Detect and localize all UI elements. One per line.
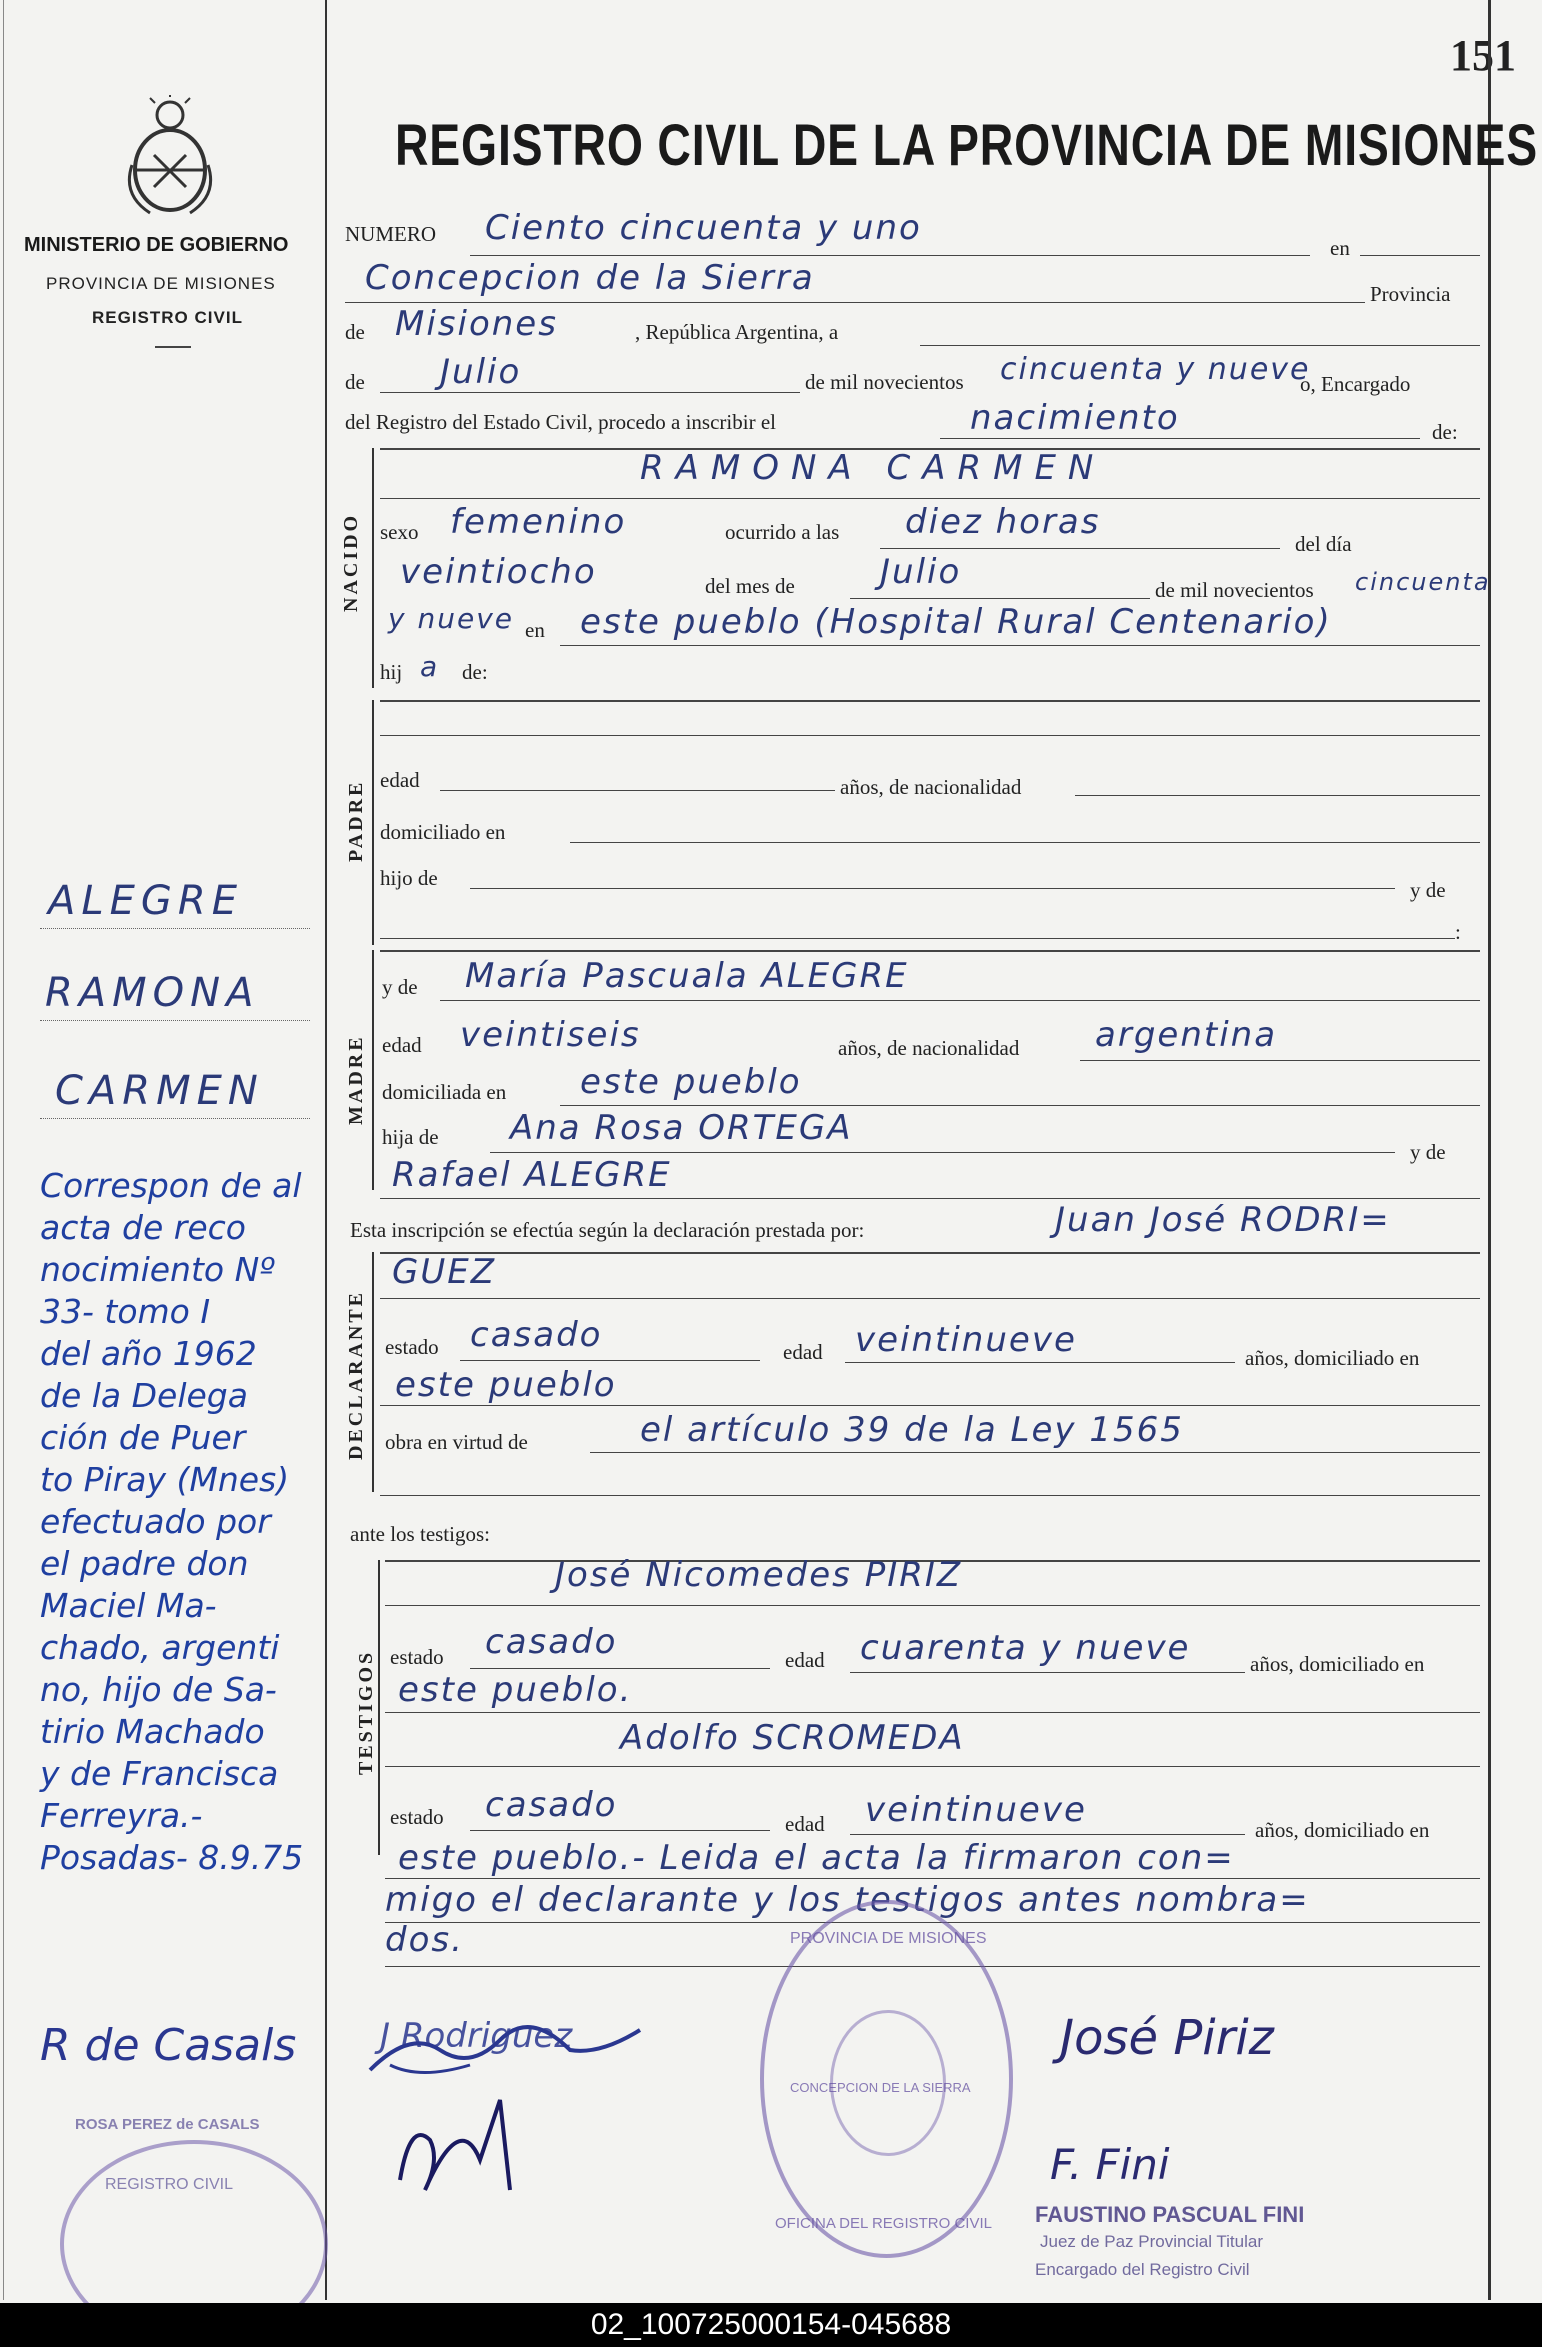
line bbox=[440, 790, 835, 791]
testigo-2-anos-label: años, domiciliado en bbox=[1255, 1818, 1430, 1842]
line bbox=[380, 938, 1455, 939]
margin-note-line: del año 1962 bbox=[40, 1334, 257, 1373]
numero-label: NUMERO bbox=[345, 222, 437, 246]
margin-note-line: tirio Machado bbox=[40, 1712, 265, 1751]
act-value: nacimiento bbox=[970, 398, 1180, 438]
declarante-signature: J Rodriguez bbox=[380, 2016, 573, 2056]
declarante-estado: casado bbox=[470, 1315, 603, 1355]
padre-y-de-label: y de bbox=[1410, 878, 1446, 902]
right-border bbox=[1488, 0, 1491, 2300]
margin-note-line: 33- tomo I bbox=[40, 1292, 211, 1331]
official-role-2: Encargado del Registro Civil bbox=[1035, 2260, 1250, 2279]
line bbox=[920, 345, 1480, 346]
initial-signature-icon bbox=[380, 2080, 540, 2210]
mes-value: Julio bbox=[880, 552, 962, 592]
madre-y-de-label-2: y de bbox=[1410, 1140, 1446, 1164]
dotted-line bbox=[40, 1020, 310, 1021]
section-rule bbox=[380, 950, 1480, 952]
section-bracket bbox=[372, 1252, 374, 1492]
line bbox=[1360, 255, 1480, 256]
line bbox=[380, 1405, 1480, 1406]
line bbox=[940, 438, 1420, 439]
closing-line-2: migo el declarante y los testigos antes nombra= bbox=[385, 1880, 1310, 1920]
madre-y-de-label: y de bbox=[382, 975, 418, 999]
testigo-1-name: José Nicomedes PIRIZ bbox=[555, 1555, 963, 1595]
line bbox=[880, 548, 1280, 549]
margin-stamp-name: ROSA PEREZ de CASALS bbox=[75, 2116, 260, 2133]
hora-value: diez horas bbox=[905, 502, 1101, 542]
line bbox=[380, 1198, 1480, 1199]
testigo-2-estado-label: estado bbox=[390, 1805, 444, 1829]
testigos-section-label: TESTIGOS bbox=[355, 1649, 377, 1775]
declarante-name-2: GUEZ bbox=[392, 1252, 497, 1292]
line bbox=[470, 1668, 770, 1669]
section-bracket bbox=[378, 1560, 380, 1855]
margin-note-line: nocimiento Nº bbox=[40, 1250, 275, 1289]
declarante-intro: Esta inscripción se efectúa según la declaración prestada por: bbox=[350, 1218, 865, 1242]
line bbox=[385, 1712, 1480, 1713]
madre-domicilio: este pueblo bbox=[580, 1062, 802, 1102]
dotted-line bbox=[40, 928, 310, 929]
padre-hijo-label: hijo de bbox=[380, 866, 438, 890]
line bbox=[380, 392, 800, 393]
margin-note-line: to Piray (Mnes) bbox=[40, 1460, 290, 1499]
margin-note-line: ción de Puer bbox=[40, 1418, 246, 1457]
coat-of-arms-icon bbox=[120, 95, 220, 220]
de-label: de bbox=[345, 320, 365, 344]
dotted-line bbox=[40, 1118, 310, 1119]
seal-text-center: CONCEPCION DE LA SIERRA bbox=[790, 2080, 971, 2095]
testigo-1-anos-label: años, domiciliado en bbox=[1250, 1652, 1425, 1676]
nacido-en-label: en bbox=[525, 618, 545, 642]
margin-note-line: Maciel Ma- bbox=[40, 1586, 217, 1625]
official-name: FAUSTINO PASCUAL FINI bbox=[1035, 2202, 1305, 2227]
padre-anos-label: años, de nacionalidad bbox=[840, 775, 1022, 799]
line bbox=[1075, 795, 1480, 796]
line bbox=[380, 1298, 1480, 1299]
madre-edad: veintiseis bbox=[460, 1015, 641, 1055]
page-number: 151 bbox=[1450, 31, 1516, 80]
line bbox=[490, 1152, 1395, 1153]
testigo-1-estado-label: estado bbox=[390, 1645, 444, 1669]
day-value: veintiocho bbox=[400, 552, 597, 592]
margin-note-line: no, hijo de Sa- bbox=[40, 1670, 277, 1709]
line bbox=[850, 1672, 1245, 1673]
document-title: REGISTRO CIVIL DE LA PROVINCIA DE MISIONES bbox=[395, 113, 1539, 178]
margin-note-line: Posadas- 8.9.75 bbox=[40, 1838, 304, 1877]
nacido-place: este pueblo (Hospital Rural Centenario) bbox=[580, 602, 1332, 642]
en-label: en bbox=[1330, 236, 1350, 260]
margin-name-2: CARMEN bbox=[55, 1068, 264, 1114]
madre-nacionalidad: argentina bbox=[1095, 1015, 1278, 1055]
provincia-label: Provincia bbox=[1370, 282, 1451, 306]
line bbox=[440, 1000, 1480, 1001]
margin-note-line: Correspon de al bbox=[40, 1166, 302, 1205]
testigo-2-name: Adolfo SCROMEDA bbox=[620, 1718, 965, 1758]
testigos-ante-label: ante los testigos: bbox=[350, 1522, 490, 1546]
line bbox=[560, 1105, 1480, 1106]
line bbox=[850, 1834, 1245, 1835]
margin-signature: R de Casals bbox=[40, 2020, 297, 2071]
line bbox=[1080, 1060, 1480, 1061]
section-rule bbox=[380, 1252, 1480, 1254]
testigo-1-domicilio: este pueblo. bbox=[398, 1670, 633, 1710]
margin-divider bbox=[325, 0, 327, 2300]
del-mes-label: del mes de bbox=[705, 574, 795, 598]
testigo-1-edad: cuarenta y nueve bbox=[860, 1628, 1191, 1668]
republica-label: , República Argentina, a bbox=[635, 320, 839, 344]
ministry-name: MINISTERIO DE GOBIERNO bbox=[24, 234, 289, 256]
madre-father: Rafael ALEGRE bbox=[392, 1155, 672, 1195]
line bbox=[470, 888, 1395, 889]
section-rule bbox=[380, 700, 1480, 702]
nacido-year-value-2: y nueve bbox=[388, 602, 514, 635]
margin-note-line: efectuado por bbox=[40, 1502, 271, 1541]
del-dia-label: del día bbox=[1295, 532, 1352, 556]
nacido-year-value: cincuenta bbox=[1355, 568, 1491, 596]
madre-edad-label: edad bbox=[382, 1033, 422, 1057]
margin-note-line: acta de reco bbox=[40, 1208, 246, 1247]
line bbox=[560, 645, 1480, 646]
year-label: de mil novecientos bbox=[805, 370, 964, 394]
declarante-anos-label: años, domiciliado en bbox=[1245, 1346, 1420, 1370]
sexo-label: sexo bbox=[380, 520, 419, 544]
line bbox=[385, 1766, 1480, 1767]
margin-surname: ALEGRE bbox=[48, 878, 243, 924]
nacido-year-label: de mil novecientos bbox=[1155, 578, 1314, 602]
line bbox=[385, 1878, 1480, 1879]
declarante-name: Juan José RODRI= bbox=[1055, 1200, 1391, 1240]
margin-note-line: y de Francisca bbox=[40, 1754, 279, 1793]
declarante-domicilio: este pueblo bbox=[395, 1365, 617, 1405]
colon: : bbox=[1455, 920, 1461, 944]
line bbox=[380, 735, 1480, 736]
testigo-1-edad-label: edad bbox=[785, 1648, 825, 1672]
margin-stamp-role: REGISTRO CIVIL bbox=[105, 2176, 234, 2193]
madre-domiciliada-label: domiciliada en bbox=[382, 1080, 507, 1104]
de-colon-label: de: bbox=[1432, 420, 1458, 444]
document-code-footer: 02_100725000154-045688 bbox=[0, 2303, 1542, 2347]
padre-section-label: PADRE bbox=[345, 779, 367, 862]
sexo-value: femenino bbox=[450, 502, 627, 542]
closing-line-1: este pueblo.- Leida el acta la firmaron con= bbox=[398, 1838, 1235, 1878]
madre-mother: Ana Rosa ORTEGA bbox=[510, 1108, 853, 1148]
hija-label: hij bbox=[380, 660, 403, 684]
madre-anos-label: años, de nacionalidad bbox=[838, 1036, 1020, 1060]
nacido-section-label: NACIDO bbox=[340, 512, 362, 612]
margin-note-line: de la Delega bbox=[40, 1376, 248, 1415]
place-value: Concepcion de la Sierra bbox=[365, 258, 815, 298]
testigo-1-estado: casado bbox=[485, 1622, 618, 1662]
line bbox=[460, 1360, 760, 1361]
madre-name: María Pascuala ALEGRE bbox=[465, 956, 909, 996]
testigo-2-edad: veintinueve bbox=[865, 1790, 1087, 1830]
section-bracket bbox=[372, 950, 374, 1190]
declarante-estado-label: estado bbox=[385, 1335, 439, 1359]
closing-line-3: dos. bbox=[385, 1920, 464, 1960]
margin-name-1: RAMONA bbox=[45, 970, 260, 1016]
margin-note-line: el padre don bbox=[40, 1544, 249, 1583]
seal-text-top: PROVINCIA DE MISIONES bbox=[790, 1930, 987, 1947]
line bbox=[380, 498, 1480, 499]
madre-section-label: MADRE bbox=[345, 1034, 367, 1125]
encargado-label: o, Encargado bbox=[1300, 372, 1411, 396]
month-value: Julio bbox=[440, 352, 522, 392]
section-bracket bbox=[372, 700, 374, 945]
left-edge bbox=[3, 0, 4, 2300]
declarante-section-label: DECLARANTE bbox=[345, 1289, 367, 1460]
ministry-underline bbox=[155, 346, 191, 348]
line bbox=[385, 1605, 1480, 1606]
madre-hija-label: hija de bbox=[382, 1125, 439, 1149]
margin-note-line: Ferreyra.- bbox=[40, 1796, 203, 1835]
hija-de-label: de: bbox=[462, 660, 488, 684]
ocurrido-label: ocurrido a las bbox=[725, 520, 840, 544]
year-value: cincuenta y nueve bbox=[1000, 352, 1311, 387]
margin-note-line: chado, argenti bbox=[40, 1628, 280, 1667]
seal-text-bottom: OFICINA DEL REGISTRO CIVIL bbox=[775, 2215, 992, 2232]
testigo-2-estado: casado bbox=[485, 1785, 618, 1825]
month-de-label: de bbox=[345, 370, 365, 394]
official-role-1: Juez de Paz Provincial Titular bbox=[1040, 2232, 1263, 2251]
section-bracket bbox=[372, 448, 374, 688]
registry-label: REGISTRO CIVIL bbox=[92, 308, 243, 327]
declarante-edad-label: edad bbox=[783, 1340, 823, 1364]
testigo-2-edad-label: edad bbox=[785, 1812, 825, 1836]
line bbox=[380, 1495, 1480, 1496]
padre-domiciliado-label: domiciliado en bbox=[380, 820, 506, 844]
numero-value: Ciento cincuenta y uno bbox=[485, 208, 922, 248]
province-label: PROVINCIA DE MISIONES bbox=[46, 274, 276, 293]
registro-label: del Registro del Estado Civil, procedo a inscribir el bbox=[345, 410, 776, 434]
padre-edad-label: edad bbox=[380, 768, 420, 792]
declarante-obra-label: obra en virtud de bbox=[385, 1430, 528, 1454]
line bbox=[845, 1362, 1235, 1363]
hija-suffix: a bbox=[420, 650, 440, 683]
testigo-signature: José Piriz bbox=[1060, 2010, 1274, 2066]
declarante-obra: el artículo 39 de la Ley 1565 bbox=[640, 1410, 1184, 1450]
declarante-edad: veintinueve bbox=[855, 1320, 1077, 1360]
nacido-name: RAMONA CARMEN bbox=[640, 448, 1106, 488]
line bbox=[470, 255, 1310, 256]
line bbox=[345, 302, 1365, 303]
margin-note bbox=[40, 1165, 303, 1879]
line bbox=[590, 1452, 1480, 1453]
line bbox=[850, 598, 1150, 599]
line bbox=[570, 842, 1480, 843]
official-signature: F. Fini bbox=[1050, 2140, 1170, 2189]
line bbox=[470, 1830, 770, 1831]
province-value: Misiones bbox=[395, 304, 558, 344]
